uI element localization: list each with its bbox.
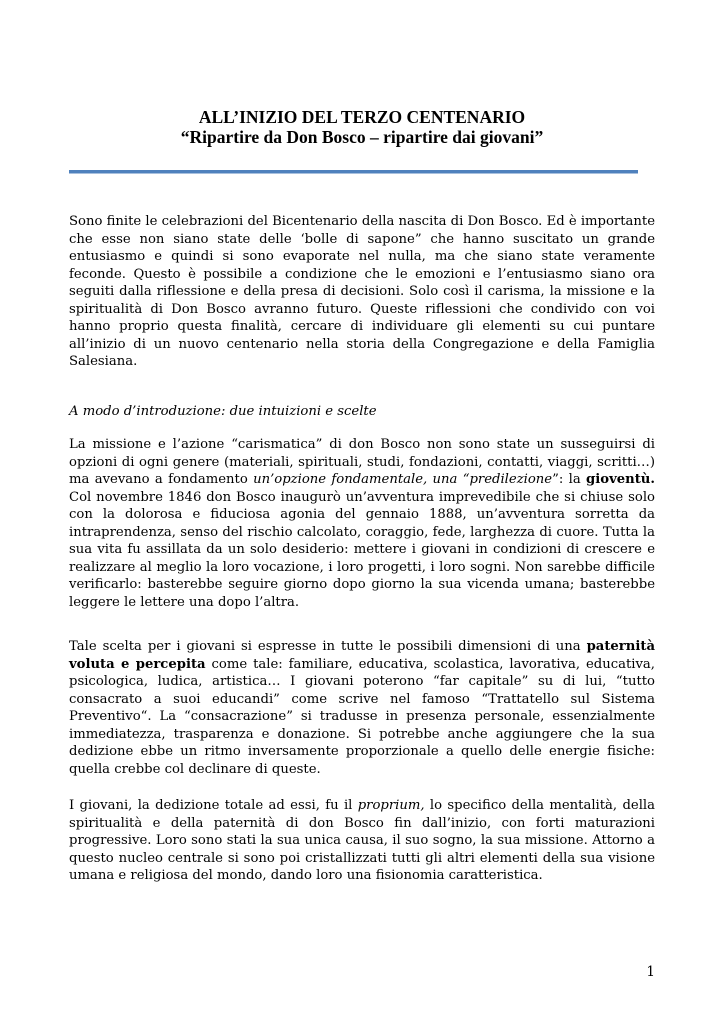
paragraph-intro-text: Sono finite le celebrazioni del Bicentenario della nascita di Don Bosco. Ed è importante che esse non siano state delle ‘bolle di sapone” che hanno suscitato un grande entusiasmo e quindi si sono evaporate nel nulla, ma che siano state veramente feconde. Questo è possibile a condizione che le emozioni e l’entusiasmo siano ora seguiti dalla riflessione e della presa di decisioni. Solo così il carisma, la missione e la spiritualità di Don Bosco avranno futuro. Queste riflessioni che condivido con voi hanno proprio questa finalità, cercare di individuare gli elementi su cui puntare all’inizio di un nuovo centenario nella storia della Congregazione e della Famiglia Salesiana. <box>69 214 655 369</box>
paragraph-paternity-bold: paternità voluta e percepita <box>69 639 655 672</box>
title-line-2: “Ripartire da Don Bosco – ripartire dai giovani” <box>180 127 544 147</box>
paragraph-mission <box>69 436 655 611</box>
paragraph-intro <box>69 213 655 371</box>
paragraph-mission-emphasis: un’opzione fondamentale, una “predilezione <box>253 472 553 487</box>
section-heading-text: A modo d’introduzione: due intuizioni e scelte <box>69 404 377 419</box>
page-number: 1 <box>646 964 655 980</box>
paragraph-mission-bold: gioventù. <box>586 472 655 487</box>
paragraph-proprium <box>69 797 655 885</box>
section-heading <box>69 403 655 421</box>
paragraph-mission-text-1: La missione e l’azione “carismatica” di don Bosco non sono state un susseguirsi di opzioni di ogni genere (materiali, spirituali, studi, fondazioni, contatti, viaggi, scritti…) ma avevano a fondamento <box>69 437 655 487</box>
paragraph-mission-text-3: Col novembre 1846 don Bosco inaugurò un’avventura imprevedibile che si chiuse solo con la dolorosa e fiduciosa agonia del gennaio 1888, un’avventura sorretta da intraprendenza, senso del rischio calcolato, coraggio, fede, larghezza di cuore. Tutta la sua vita fu assillata da un solo desiderio: mettere i giovani in condizioni di crescere e realizzare al meglio la loro vocazione, i loro progetti, i loro sogni. Non sarebbe difficile verificarlo: basterebbe seguire giorno dopo giorno la sua vicenda umana; basterebbe leggere le lettere una dopo l’altra. <box>69 489 655 610</box>
title-divider <box>69 170 638 174</box>
paragraph-proprium-text-2: lo specifico della mentalità, della spiritualità e della paternità di don Bosco fin dall’inizio, con forti maturazioni progressive. Loro sono stati la sua unica causa, il suo sogno, la sua missione. Attorno a questo nucleo centrale si sono poi cristallizzati tutti gli altri elementi della sua visione umana e religiosa del mondo, dando loro una fisionomia caratteristica. <box>69 798 655 883</box>
paragraph-mission-text-2: ”: la <box>552 472 587 487</box>
paragraph-paternity-text-1: Tale scelta per i giovani si espresse in tutte le possibili dimensioni di una <box>69 639 587 654</box>
document-title <box>69 107 655 147</box>
paragraph-proprium-emphasis: proprium, <box>357 798 425 813</box>
paragraph-paternity <box>69 638 655 778</box>
paragraph-paternity-text-2: come tale: familiare, educativa, scolastica, lavorativa, educativa, psicologica, ludica, artistica… I giovani poterono “far capitale” su di lui, “tutto consacrato a suoi educandi” come scrive nel famoso “Trattatello sul Sistema Preventivo“. La “consacrazione” si tradusse in presenza personale, essenzialmente immediatezza, trasparenza e donazione. Si potrebbe anche aggiungere che la sua dedizione ebbe un ritmo inversamente proporzionale a quello delle energie fisiche: quella crebbe col declinare di queste. <box>69 656 655 777</box>
paragraph-proprium-text-1: I giovani, la dedizione totale ad essi, fu il <box>69 798 358 813</box>
title-line-1: ALL’INIZIO DEL TERZO CENTENARIO <box>198 107 526 127</box>
